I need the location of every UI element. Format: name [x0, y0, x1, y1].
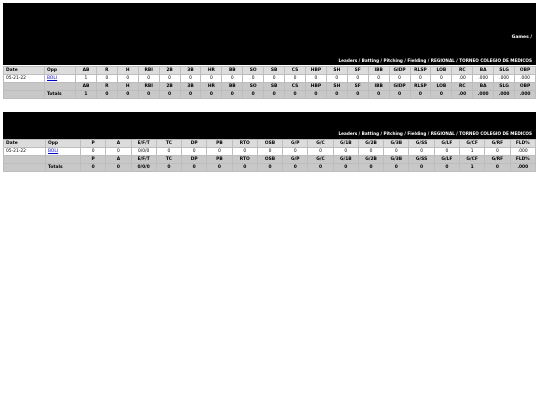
blank-cell [4, 91, 45, 99]
column-header: Date [4, 140, 46, 148]
total-cell: 0 [283, 164, 308, 172]
game-date: 05-21-22 [4, 75, 45, 83]
column-header: SF [347, 67, 368, 75]
stat-cell: 0 [333, 148, 358, 156]
column-header: R [96, 83, 117, 91]
stat-cell: 0 [431, 75, 452, 83]
stat-cell: 0 [368, 75, 389, 83]
column-header: OBP [515, 83, 536, 91]
column-header: SB [264, 67, 285, 75]
column-header: SLG [494, 67, 515, 75]
blank-cell [45, 83, 76, 91]
column-header: SLG [494, 83, 515, 91]
blank-cell [46, 156, 81, 164]
stat-cell: 0 [232, 148, 257, 156]
column-header: G/SS [409, 156, 434, 164]
total-cell: 0 [232, 164, 257, 172]
column-header: SO [243, 83, 264, 91]
column-header: P [81, 140, 106, 148]
column-header: G/3B [384, 140, 409, 148]
total-cell: 0 [106, 164, 131, 172]
column-header: SH [326, 67, 347, 75]
column-header: Opp [46, 140, 81, 148]
batting-nav-links[interactable]: Leaders / Batting / Pitching / Fielding / REGIONAL / TORNEO COLEGIO DE MEDICOS [338, 58, 532, 63]
totals-label: Totals [46, 164, 81, 172]
column-header: RTO [232, 140, 257, 148]
footer-header-row [4, 156, 536, 164]
stat-cell: 0 [326, 75, 347, 83]
column-header: HR [201, 67, 222, 75]
stat-cell: .000 [494, 75, 515, 83]
column-header: OSB [257, 156, 282, 164]
total-cell: 0 [96, 91, 117, 99]
stat-cell: 0 [159, 75, 180, 83]
column-header: E/F/T [131, 156, 156, 164]
stat-cell: 0 [389, 75, 410, 83]
fielding-nav-links[interactable]: Leaders / Batting / Pitching / Fielding / REGIONAL / TORNEO COLEGIO DE MEDICOS [338, 131, 532, 136]
total-cell: 0 [81, 164, 106, 172]
column-header: G/CF [459, 140, 484, 148]
fielding-table [3, 139, 536, 172]
total-cell: 0 [434, 164, 459, 172]
total-cell: 1 [76, 91, 97, 99]
column-header: FLD% [510, 156, 535, 164]
column-header: SH [326, 83, 347, 91]
stat-cell: 0 [285, 75, 306, 83]
total-cell: 0 [159, 91, 180, 99]
total-cell: 0 [222, 91, 243, 99]
column-header: A [106, 140, 131, 148]
column-header: BB [222, 83, 243, 91]
batting-title-line [3, 45, 536, 55]
stat-cell: 0 [117, 75, 138, 83]
stat-cell: 0 [347, 75, 368, 83]
totals-label: Totals [45, 91, 76, 99]
column-header: PB [207, 140, 232, 148]
opponent-link[interactable]: BOLI [48, 149, 59, 154]
column-header: P [81, 156, 106, 164]
column-header: BA [473, 83, 494, 91]
opponent [46, 148, 81, 156]
batting-title: Batting by Game [204, 45, 286, 55]
column-header: PB [207, 156, 232, 164]
total-cell: 0 [138, 91, 159, 99]
total-cell: .000 [494, 91, 515, 99]
column-header: G/CF [459, 156, 484, 164]
column-header: G/LF [434, 140, 459, 148]
total-cell: 0 [308, 164, 333, 172]
column-header: TC [156, 156, 181, 164]
games-link[interactable]: Games / [511, 35, 532, 40]
player-header [3, 3, 536, 64]
column-header: DP [182, 156, 207, 164]
stat-cell: 0 [434, 148, 459, 156]
column-header: LOB [431, 67, 452, 75]
column-header: IBB [368, 67, 389, 75]
stat-cell: 0 [106, 148, 131, 156]
header-row [4, 140, 536, 148]
column-header: G/P [283, 140, 308, 148]
total-cell: 0 [305, 91, 326, 99]
stat-cell: 0/0/0 [131, 148, 156, 156]
column-header: 3B [180, 67, 201, 75]
total-cell: .000 [473, 91, 494, 99]
column-header: RBI [138, 67, 159, 75]
total-cell: 0 [389, 91, 410, 99]
column-header: 2B [159, 83, 180, 91]
total-cell: 0 [485, 164, 510, 172]
column-header: SO [243, 67, 264, 75]
batting-title-sub: ROMERO, ALFREDO [290, 49, 335, 54]
total-cell: 0 [156, 164, 181, 172]
column-header: HBP [305, 83, 326, 91]
stat-cell: .00 [452, 75, 473, 83]
stat-cell: 0 [308, 148, 333, 156]
total-cell: .000 [510, 164, 535, 172]
column-header: IBB [368, 83, 389, 91]
total-cell: 0 [431, 91, 452, 99]
column-header: FLD% [510, 140, 535, 148]
totals-row [4, 164, 536, 172]
total-cell: 0 [409, 164, 434, 172]
stat-cell: 0 [243, 75, 264, 83]
stat-cell: 0 [410, 75, 431, 83]
column-header: G/2B [358, 156, 383, 164]
stat-cell: 0 [257, 148, 282, 156]
column-header: G/2B [358, 140, 383, 148]
position: Pos: CF [261, 20, 278, 26]
total-cell: 0 [264, 91, 285, 99]
opponent-link[interactable]: BOLI [47, 76, 58, 81]
total-cell: 0 [384, 164, 409, 172]
total-cell: 0/0/0 [131, 164, 156, 172]
opponent [45, 75, 76, 83]
stat-cell: 0 [201, 75, 222, 83]
column-header: G/LF [434, 156, 459, 164]
game-date: 05-21-22 [4, 148, 46, 156]
column-header: A [106, 156, 131, 164]
total-cell: 0 [182, 164, 207, 172]
total-cell: 0 [368, 91, 389, 99]
total-cell: 0 [201, 91, 222, 99]
stat-cell: 0 [358, 148, 383, 156]
column-header: H [117, 83, 138, 91]
stat-cell: 0 [305, 75, 326, 83]
column-header: RLSP [410, 67, 431, 75]
column-header: G/P [283, 156, 308, 164]
column-header: G/1B [333, 140, 358, 148]
total-cell: 0 [285, 91, 306, 99]
total-cell: 0 [410, 91, 431, 99]
total-cell: 0 [180, 91, 201, 99]
column-header: SB [264, 83, 285, 91]
batting-nav-bar [3, 56, 536, 65]
total-cell: .000 [515, 91, 536, 99]
column-header: LOB [431, 83, 452, 91]
column-header: RC [452, 67, 473, 75]
column-header: Opp [45, 67, 76, 75]
stat-cell: 0 [207, 148, 232, 156]
column-header: E/F/T [131, 140, 156, 148]
total-cell: 0 [257, 164, 282, 172]
total-cell: 0 [117, 91, 138, 99]
column-header: BB [222, 67, 243, 75]
column-header: R [96, 67, 117, 75]
stat-cell: 0 [180, 75, 201, 83]
stat-cell: .000 [515, 75, 536, 83]
column-header: OSB [257, 140, 282, 148]
column-header: SF [347, 83, 368, 91]
column-header: GIDP [389, 83, 410, 91]
stat-cell: 1 [459, 148, 484, 156]
column-header: RLSP [410, 83, 431, 91]
stat-cell: 0 [283, 148, 308, 156]
column-header: AB [76, 83, 97, 91]
footer-header-row [4, 83, 536, 91]
column-header: RBI [138, 83, 159, 91]
table-row [4, 75, 536, 83]
fielding-title-sub: ROMERO, ALFREDO [291, 119, 336, 124]
stat-cell: 0 [156, 148, 181, 156]
player-team: REGIONAL [307, 10, 333, 15]
column-header: G/C [308, 156, 333, 164]
column-header: G/1B [333, 156, 358, 164]
stat-cell: 0 [182, 148, 207, 156]
fielding-header [3, 112, 536, 139]
column-header: AB [76, 67, 97, 75]
table-row [4, 148, 536, 156]
column-header: 3B [180, 83, 201, 91]
stat-cell: 0 [81, 148, 106, 156]
stat-cell: 0 [264, 75, 285, 83]
stat-cell: 0 [96, 75, 117, 83]
player-name-line [3, 6, 536, 16]
blank-cell [4, 156, 46, 164]
blank-cell [4, 164, 46, 172]
column-header: BA [473, 67, 494, 75]
column-header: HR [201, 83, 222, 91]
stat-cell: .000 [510, 148, 535, 156]
column-header: G/3B [384, 156, 409, 164]
column-header: DP [182, 140, 207, 148]
column-header: TC [156, 140, 181, 148]
column-header: CS [285, 67, 306, 75]
stat-cell: 1 [76, 75, 97, 83]
column-header: RTO [232, 156, 257, 164]
blank-cell [4, 83, 45, 91]
column-header: G/SS [409, 140, 434, 148]
column-header: GIDP [389, 67, 410, 75]
total-cell: 1 [459, 164, 484, 172]
column-header: G/C [308, 140, 333, 148]
total-cell: 0 [326, 91, 347, 99]
total-cell: 0 [207, 164, 232, 172]
stat-cell: 0 [138, 75, 159, 83]
bats-throws: Bats: R Throws: R [251, 16, 288, 21]
column-header: 2B [159, 67, 180, 75]
stat-cell: 0 [485, 148, 510, 156]
total-cell: .00 [452, 91, 473, 99]
column-header: G/RF [485, 156, 510, 164]
column-header: H [117, 67, 138, 75]
total-cell: 0 [333, 164, 358, 172]
column-header: OBP [515, 67, 536, 75]
stat-cell: 0 [222, 75, 243, 83]
batting-table [3, 66, 536, 99]
column-header: RC [452, 83, 473, 91]
header-row [4, 67, 536, 75]
player-name: ROMERO, ALFREDO [206, 6, 303, 16]
total-cell: 0 [347, 91, 368, 99]
stat-cell: 0 [409, 148, 434, 156]
column-header: Date [4, 67, 45, 75]
column-header: HBP [305, 67, 326, 75]
stat-cell: .000 [473, 75, 494, 83]
totals-row [4, 91, 536, 99]
total-cell: 0 [358, 164, 383, 172]
fielding-title: Fielding by Game [203, 115, 287, 125]
column-header: G/RF [485, 140, 510, 148]
stat-cell: 0 [384, 148, 409, 156]
total-cell: 0 [243, 91, 264, 99]
fielding-title-line [3, 115, 536, 125]
column-header: CS [285, 83, 306, 91]
